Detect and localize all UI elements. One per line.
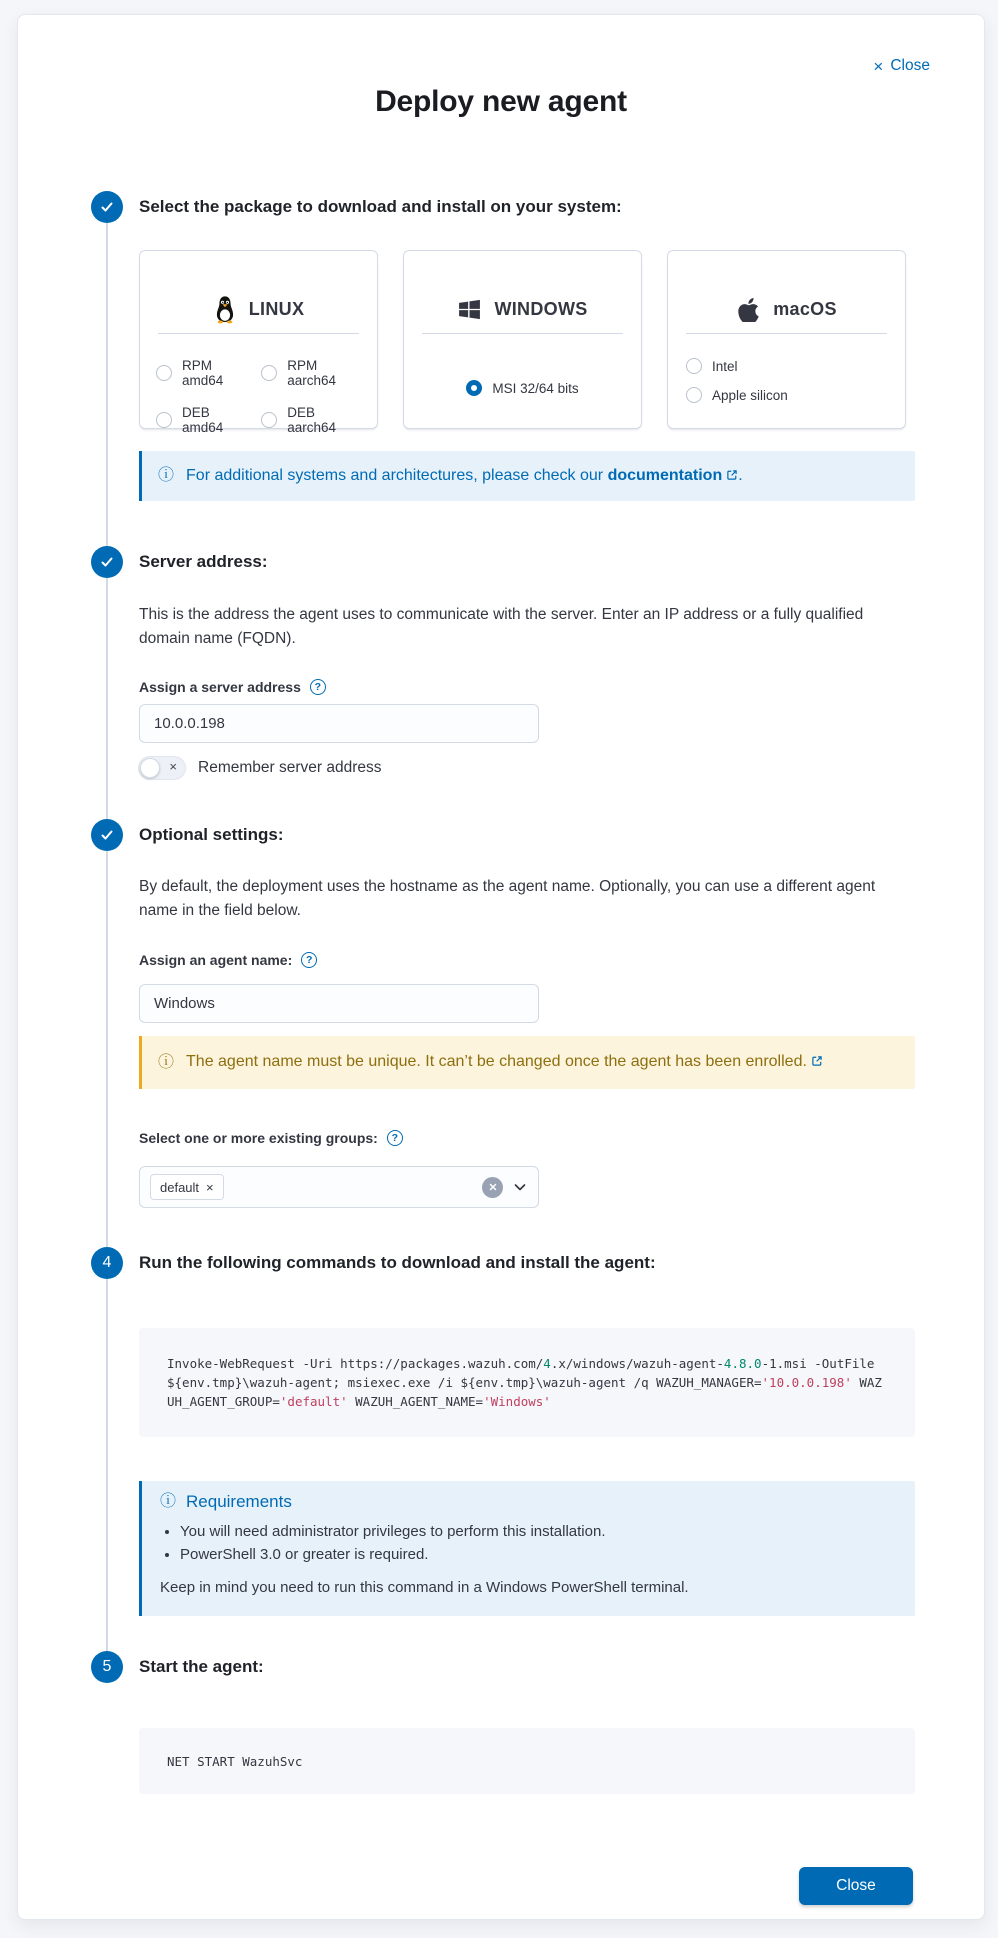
optional-settings-description: By default, the deployment uses the hostname as the agent name. Optionally, you can use a different agent name in the field below. [139, 878, 876, 919]
check-icon [99, 554, 115, 570]
package-card-windows [403, 250, 642, 429]
remember-server-address-toggle[interactable] [138, 756, 186, 780]
external-link-icon[interactable] [811, 1054, 823, 1072]
help-icon[interactable]: ? [310, 679, 326, 695]
step-4-title: Run the following commands to download and install the agent: [139, 1253, 656, 1272]
card-divider [158, 333, 359, 334]
radio-icon [261, 412, 277, 428]
step-rail-segment [106, 223, 108, 546]
remember-server-address-label: Remember server address [198, 759, 382, 776]
card-divider [422, 333, 623, 334]
radio-label: RPM amd64 [182, 358, 224, 388]
step-number: 5 [102, 1658, 112, 1675]
modal-close-link[interactable] [873, 57, 930, 75]
agent-name-warning-text [186, 1053, 823, 1072]
toggle-knob [140, 758, 160, 778]
step-4-marker [91, 1247, 123, 1279]
radio-label: Apple silicon [712, 387, 788, 403]
linux-card-title [140, 287, 377, 331]
radio-label: DEB amd64 [182, 405, 224, 435]
windows-logo-icon [457, 297, 482, 322]
agent-name-label-row [139, 952, 317, 968]
check-icon [99, 827, 115, 843]
radio-rpm-aarch64[interactable] [261, 358, 361, 388]
close-icon: × [873, 56, 884, 76]
chevron-down-icon[interactable] [512, 1179, 528, 1195]
remember-server-address-row [138, 756, 381, 780]
radio-msi-32-64[interactable] [466, 380, 578, 396]
combobox-controls [482, 1177, 528, 1198]
requirements-callout [139, 1481, 915, 1616]
step-number: 4 [102, 1254, 112, 1271]
radio-checked-icon [466, 380, 482, 396]
radio-rpm-amd64[interactable] [156, 358, 248, 388]
requirements-title-row [160, 1491, 897, 1513]
start-agent-codeblock[interactable] [139, 1728, 915, 1794]
step-5-marker [91, 1651, 123, 1683]
step-2-marker [91, 546, 123, 578]
start-agent-command: NET START WazuhSvc [167, 1753, 303, 1769]
linux-card-label: LINUX [248, 298, 305, 319]
requirements-note: Keep in mind you need to run this command in a Windows PowerShell terminal. [160, 1579, 689, 1596]
radio-icon [686, 387, 702, 403]
callout-text-after: . [738, 466, 743, 484]
windows-card-label: WINDOWS [494, 298, 588, 319]
external-link-icon [726, 468, 738, 486]
remove-group-icon[interactable]: × [206, 1179, 214, 1195]
step-5-title: Start the agent: [139, 1657, 264, 1676]
radio-icon [686, 358, 702, 374]
documentation-callout-text [186, 467, 743, 486]
linux-options [140, 358, 377, 435]
step-rail-segment [106, 578, 108, 819]
toggle-off-icon: × [169, 759, 177, 774]
radio-icon [156, 412, 172, 428]
step-3-title: Optional settings: [139, 825, 284, 844]
groups-combobox[interactable] [139, 1166, 539, 1208]
radio-label: RPM aarch64 [287, 358, 337, 388]
install-command-codeblock[interactable]: Invoke-WebRequest -Uri https://packages.wazuh.com/4.x/windows/wazuh-agent-4.8.0-1.msi -OutFile ${env.tmp}\wazuh-agent; msiexec.exe /i ${env.tmp}\wazuh-agent /q WAZUH_MANAGER='10.0.0.198' WAZUH_AGENT_GROUP='default' WAZUH_AGENT_NAME='Windows' [139, 1328, 915, 1437]
server-address-label: Assign a server address [139, 679, 301, 695]
warning-text: The agent name must be unique. It can’t be changed once the agent has been enrolled. [186, 1053, 807, 1070]
info-icon: ⓘ [160, 1493, 177, 1510]
radio-apple-silicon[interactable] [686, 387, 889, 403]
requirement-item: • You will need administrator privileges to perform this installation. [180, 1522, 897, 1541]
radio-deb-amd64[interactable] [156, 405, 248, 435]
agent-name-label: Assign an agent name: [139, 952, 293, 968]
radio-intel[interactable] [686, 358, 889, 374]
package-card-linux [139, 250, 378, 435]
info-icon: ⓘ [158, 1053, 175, 1071]
macos-card-label: macOS [773, 298, 837, 319]
server-address-input[interactable] [139, 704, 539, 743]
macos-options [668, 358, 905, 403]
radio-icon [261, 365, 277, 381]
page-title: Deploy new agent [375, 85, 627, 118]
server-address-description: This is the address the agent uses to communicate with the server. Enter an IP address or a fully qualified domain name (FQDN). [139, 606, 864, 647]
radio-label: Intel [712, 358, 738, 374]
group-tag-label: default [160, 1179, 200, 1195]
callout-text-before: For additional systems and architectures, please check our [186, 466, 604, 484]
step-2-title: Server address: [139, 552, 268, 571]
groups-label-row [139, 1130, 403, 1146]
step-3-marker [91, 819, 123, 851]
card-divider [686, 333, 887, 334]
agent-name-warning-callout [139, 1036, 915, 1089]
linux-tux-icon [213, 295, 237, 324]
radio-label: MSI 32/64 bits [492, 380, 579, 396]
requirement-item: • PowerShell 3.0 or greater is required. [180, 1545, 897, 1564]
step-1-marker [91, 191, 123, 223]
step-1-title: Select the package to download and install on your system: [139, 197, 622, 216]
help-icon[interactable]: ? [387, 1130, 403, 1146]
agent-name-input[interactable] [139, 984, 539, 1023]
documentation-callout [139, 451, 915, 501]
clear-selection-button[interactable] [482, 1177, 503, 1198]
macos-card-title [668, 287, 905, 331]
apple-logo-icon [736, 297, 761, 322]
step-rail-segment [106, 1279, 108, 1651]
close-button[interactable]: Close [799, 1867, 913, 1905]
windows-options [404, 380, 641, 396]
windows-card-title [404, 287, 641, 331]
help-icon[interactable]: ? [301, 952, 317, 968]
deploy-new-agent-modal [17, 14, 985, 1920]
radio-label: DEB aarch64 [287, 405, 337, 435]
group-tag-default [150, 1174, 224, 1200]
requirements-title: Requirements [186, 1492, 292, 1511]
step-rail-segment [106, 851, 108, 1247]
groups-label: Select one or more existing groups: [139, 1130, 378, 1146]
info-icon: ⓘ [158, 467, 175, 484]
check-icon [99, 199, 115, 215]
server-address-label-row [139, 679, 326, 695]
close-link-label: Close [890, 57, 930, 74]
radio-deb-aarch64[interactable] [261, 405, 361, 435]
package-card-macos [667, 250, 906, 429]
documentation-link[interactable]: documentation [607, 466, 723, 484]
requirements-list [160, 1522, 897, 1564]
package-cards [139, 250, 906, 435]
radio-icon [156, 365, 172, 381]
